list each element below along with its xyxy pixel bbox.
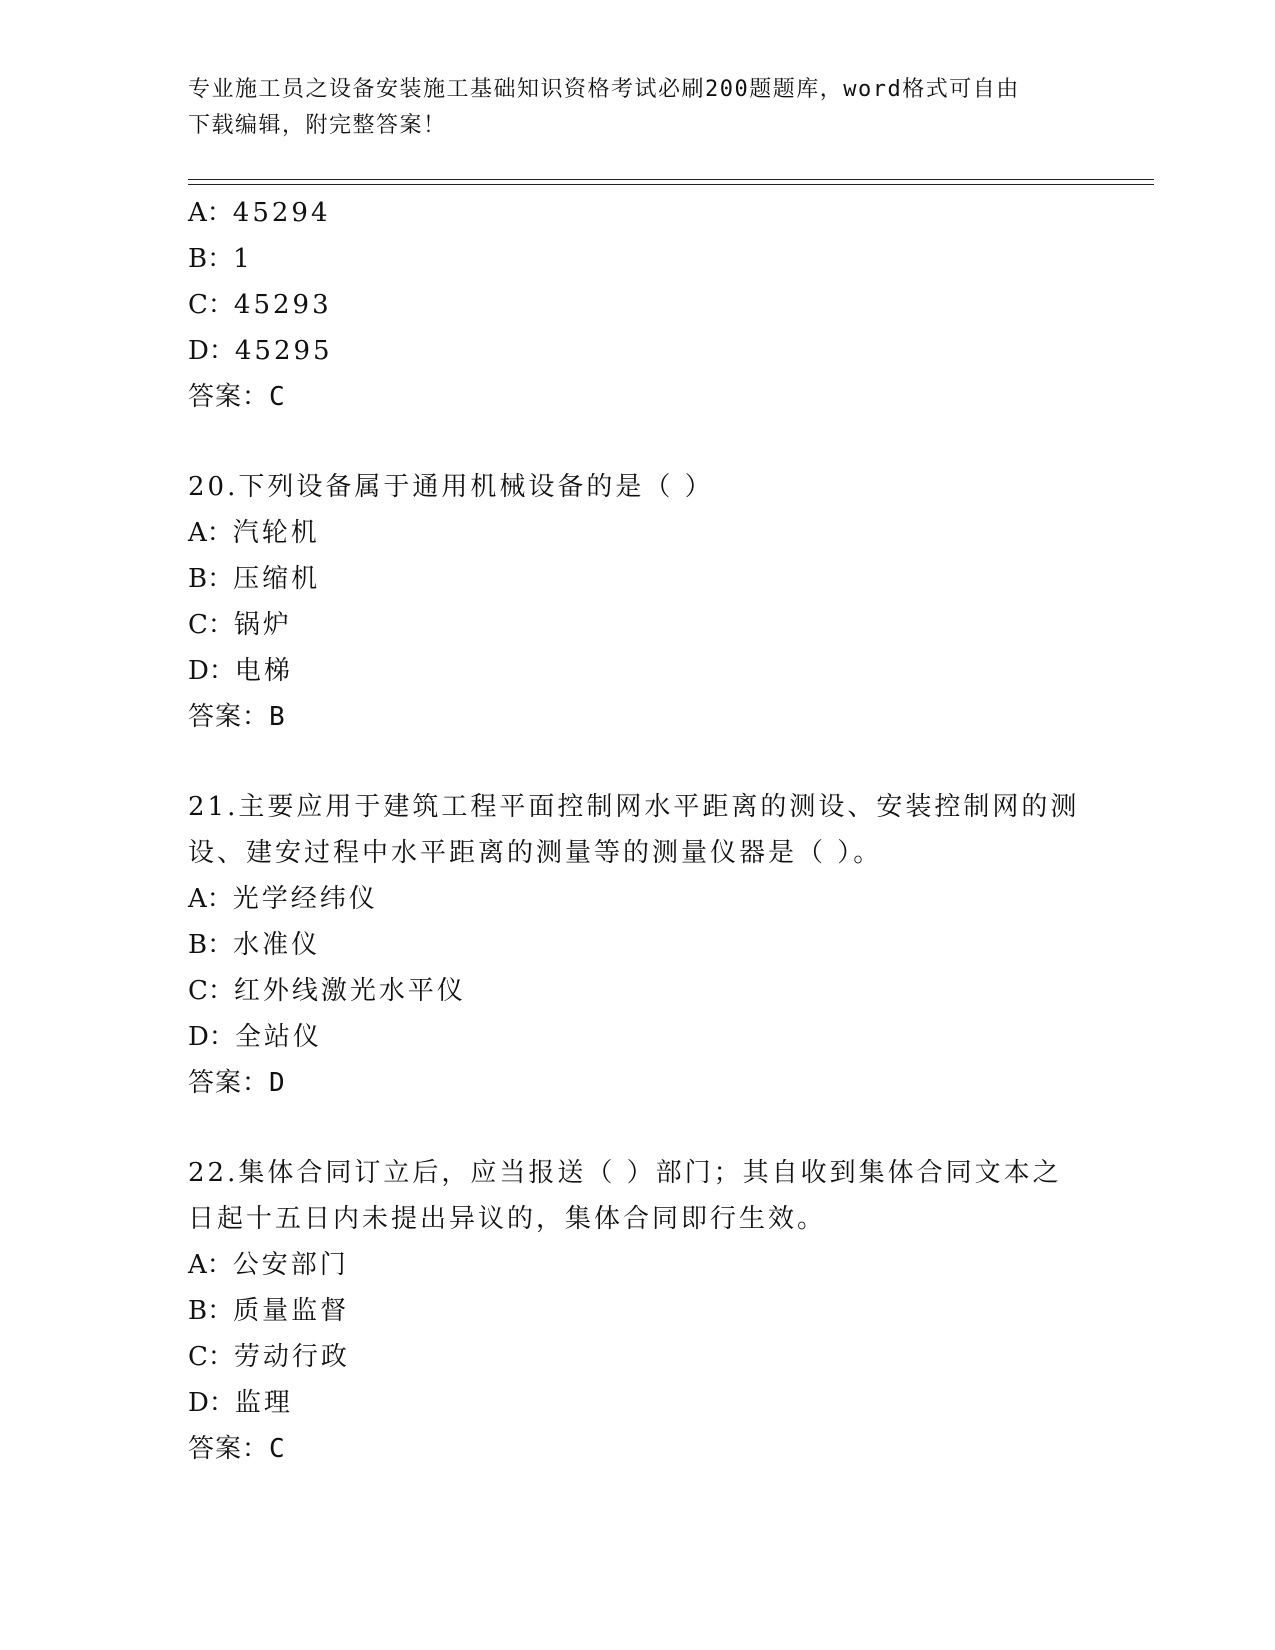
answer-value: C <box>269 382 285 412</box>
option-text: 电梯 <box>234 656 293 686</box>
answer-label: 答案： <box>188 1434 270 1464</box>
answer-label: 答案： <box>188 1068 270 1098</box>
option-text: 劳动行政 <box>233 1342 350 1372</box>
option-text: 监理 <box>234 1388 293 1418</box>
answer-line <box>188 1426 1088 1472</box>
option-d <box>188 1014 1088 1060</box>
question-text-line-2: 设、建安过程中水平距离的测量等的测量仪器是（ ）。 <box>188 838 883 868</box>
option-text: 光学经纬仪 <box>232 884 378 914</box>
block-spacer <box>188 740 1088 784</box>
document-header <box>188 72 1088 144</box>
option-key: A： <box>188 884 233 914</box>
question-block-22 <box>188 1150 1088 1472</box>
option-d <box>188 648 1088 694</box>
option-d <box>188 1380 1088 1426</box>
option-text: 汽轮机 <box>232 518 320 548</box>
option-text: 质量监督 <box>233 1296 350 1326</box>
header-title-line-1: 专业施工员之设备安装施工基础知识资格考试必刷200题题库，word格式可自由 <box>188 77 1020 102</box>
question-text-line-1: 20.下列设备属于通用机械设备的是（ ） <box>188 472 714 502</box>
option-c <box>188 1334 1088 1380</box>
option-key: B： <box>188 564 234 594</box>
answer-label: 答案： <box>188 382 270 412</box>
option-b <box>188 1288 1088 1334</box>
header-divider-bottom <box>188 184 1154 185</box>
option-text: 45294 <box>232 198 331 228</box>
answer-value: C <box>269 1434 285 1464</box>
header-title-line-2: 下载编辑，附完整答案！ <box>188 113 447 138</box>
option-c <box>188 968 1088 1014</box>
question-text-line-2: 日起十五日内未提出异议的，集体合同即行生效。 <box>188 1204 827 1234</box>
option-text: 压缩机 <box>233 564 321 594</box>
question-text-line-1: 21.主要应用于建筑工程平面控制网水平距离的测设、安装控制网的测 <box>188 792 1080 822</box>
option-b <box>188 922 1088 968</box>
option-key: B： <box>188 244 234 274</box>
option-key: A： <box>188 198 233 228</box>
option-a <box>188 190 1088 236</box>
question-block-21 <box>188 784 1088 1106</box>
question-text-line-1: 22.集体合同订立后，应当报送（ ）部门；其自收到集体合同文本之 <box>188 1158 1062 1188</box>
option-key: C： <box>188 1342 234 1372</box>
option-key: D： <box>188 336 235 366</box>
option-key: A： <box>188 518 233 548</box>
option-d <box>188 328 1088 374</box>
answer-value: B <box>269 702 285 732</box>
option-b <box>188 236 1088 282</box>
block-spacer <box>188 420 1088 464</box>
option-text: 45295 <box>234 336 333 366</box>
answer-line <box>188 694 1088 740</box>
option-key: B： <box>188 1296 234 1326</box>
option-a <box>188 1242 1088 1288</box>
option-text: 水准仪 <box>233 930 321 960</box>
option-text: 1 <box>233 244 253 274</box>
option-a <box>188 876 1088 922</box>
answer-value: D <box>269 1068 285 1098</box>
question-block-19 <box>188 190 1088 420</box>
question-block-20 <box>188 464 1088 740</box>
answer-label: 答案： <box>188 702 270 732</box>
option-key: C： <box>188 976 234 1006</box>
option-text: 红外线激光水平仪 <box>233 976 466 1006</box>
question-list <box>188 190 1088 1472</box>
option-text: 全站仪 <box>234 1022 322 1052</box>
option-c <box>188 602 1088 648</box>
option-key: D： <box>188 1388 235 1418</box>
header-divider-top <box>188 179 1154 180</box>
block-spacer <box>188 1106 1088 1150</box>
option-b <box>188 556 1088 602</box>
option-key: B： <box>188 930 234 960</box>
option-key: D： <box>188 1022 235 1052</box>
option-text: 公安部门 <box>232 1250 349 1280</box>
answer-line <box>188 1060 1088 1106</box>
option-key: C： <box>188 610 234 640</box>
option-c <box>188 282 1088 328</box>
option-text: 锅炉 <box>233 610 292 640</box>
option-a <box>188 510 1088 556</box>
option-text: 45293 <box>233 290 332 320</box>
option-key: C： <box>188 290 234 320</box>
answer-line <box>188 374 1088 420</box>
option-key: A： <box>188 1250 233 1280</box>
option-key: D： <box>188 656 235 686</box>
